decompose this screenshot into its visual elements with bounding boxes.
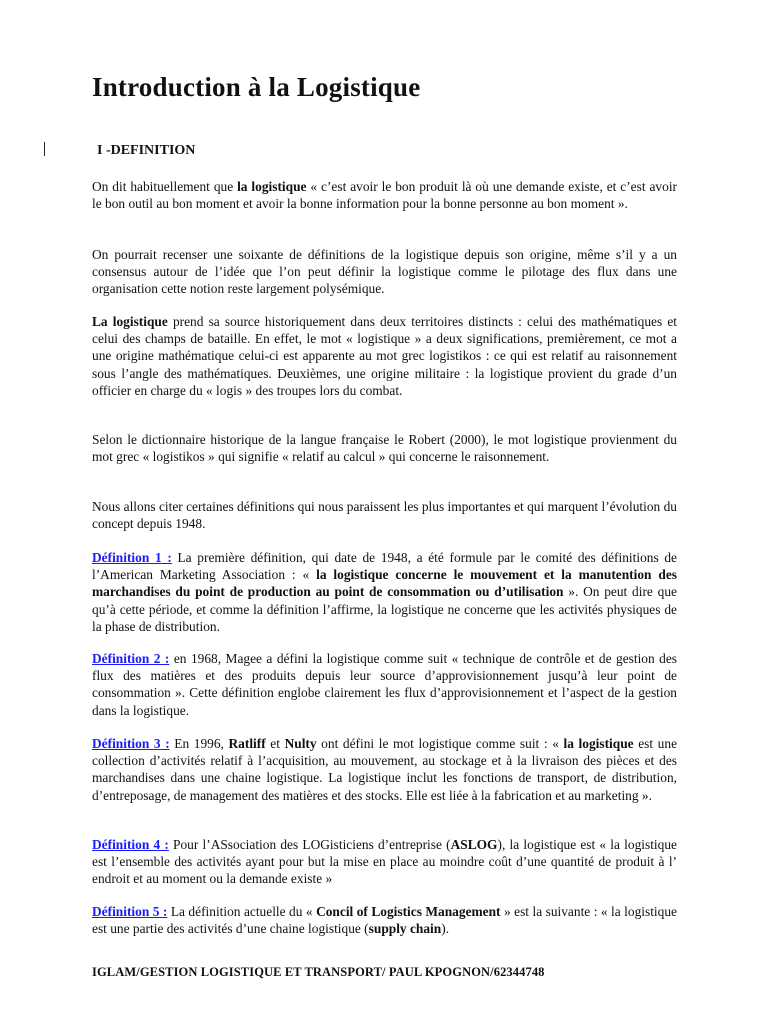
text-run: ont défini le mot logistique comme suit : « xyxy=(316,736,564,751)
bold-term: la logistique xyxy=(237,179,307,194)
page-footer: IGLAM/GESTION LOGISTIQUE ET TRANSPORT/ PAUL KPOGNON/62344748 xyxy=(92,965,545,979)
text-cursor-mark xyxy=(44,142,45,156)
paragraph-robert: Selon le dictionnaire historique de la langue française le Robert (2000), le mot logistique provienment du mot grec « logistikos » qui signifie « relatif au calcul » qui concerne le raisonnement. xyxy=(92,432,677,465)
bold-name: Ratliff xyxy=(228,736,266,751)
definition-3 xyxy=(92,735,677,804)
text-run: ». On peut dire que qu’à cette période, et comme la définition l’affirme, la logistique ne concerne que les activités physiques de la phase de distribution. xyxy=(92,584,677,634)
paragraph-intro-definitions: Nous allons citer certaines définitions qui nous paraissent les plus importantes et qui marquent l’évolution du concept depuis 1948. xyxy=(92,499,677,532)
text-run: et xyxy=(265,736,285,751)
text-run: On dit habituellement que xyxy=(92,179,238,194)
text-run: En 1996, xyxy=(169,736,229,751)
text-run: prend sa source historiquement dans deux territoires distincts : celui des mathématiques et celui des champs de bataille. En effet, le mot « logistique » a deux significations, premièrement, ce mot a une origine mathématique celui-ci est apparente au mot grec logistikos : ce qui est relatif au raisonnement sous l’angle des mathématiques. Deuxièmes, une origine militaire : la logistique provient du grade d’un officier en charge du « logis » des troupes lors du combat. xyxy=(92,314,677,398)
definition-1 xyxy=(92,549,677,635)
definition-4 xyxy=(92,836,677,888)
definition-1-label: Définition 1 : xyxy=(92,550,172,565)
bold-term: supply chain xyxy=(368,921,442,937)
text-run: La définition actuelle du « xyxy=(167,904,317,919)
text-run: » est la suivante : « la logistique est une partie des activités d’une chaine logistique ( xyxy=(92,904,677,937)
definition-5-label: Définition 5 : xyxy=(92,904,168,919)
text-run: La première définition, qui date de 1948, a été formule par le comité des définitions de l’American Marketing Association : « xyxy=(92,550,677,583)
paragraph-intro xyxy=(92,178,677,212)
text-run: en 1968, Magee a défini la logistique comme suit « technique de contrôle et de gestion des flux des matières et des produits depuis leur source d’approvisionnement jusqu’à leur point de consommation ». Cette définition englobe clairement les flux d’approvisionnement et l’aspect de la gestion dans la logistique. xyxy=(92,651,677,718)
bold-term: la logistique xyxy=(563,736,634,751)
bold-org-name: Concil of Logistics Management xyxy=(316,904,501,919)
section-heading: I -DEFINITION xyxy=(97,143,196,158)
definition-2-label: Définition 2 : xyxy=(92,651,170,666)
bold-acronym: ASLOG xyxy=(450,837,498,852)
text-run: ). xyxy=(441,921,450,937)
text-run: est une collection d’activités relatif à l’acquisition, au mouvement, au stockage et à la livraison des pièces et des marchandises dans une chaine logistique. La logistique inclut les fonctions de transport, de distribution, d’entreposage, de management des matières et des stocks. Elle est liée à la fabrication et au marketing ». xyxy=(92,736,678,803)
text-run: ), la logistique est « la logistique est l’ensemble des activités ayant pour but la mise en place au moindre coût d’une quantité de produit à l’ endroit et au moment ou la demande existe » xyxy=(92,837,677,887)
definition-2 xyxy=(92,650,677,719)
text-run: Pour l’ASsociation des LOGisticiens d’entreprise ( xyxy=(168,837,451,852)
bold-term: La logistique xyxy=(92,314,168,329)
page-title: Introduction à la Logistique xyxy=(92,72,421,102)
definition-4-label: Définition 4 : xyxy=(92,837,169,852)
text-run: « c’est avoir le bon produit là où une demande existe, et c’est avoir le bon outil au bon moment et avoir la bonne information pour la bonne personne au bon moment ». xyxy=(92,179,677,212)
paragraph-consensus: On pourrait recenser une soixante de définitions de la logistique depuis son origine, même s’il y a un consensus autour de l’idée que l’on peut définir la logistique comme le pilotage des flux dans une organisation cette notion reste largement polysémique. xyxy=(92,247,677,297)
definition-3-label: Définition 3 : xyxy=(92,736,170,751)
bold-quote: la logistique concerne le mouvement et la manutention des marchandises du point de production au point de consommation ou d’utilisation xyxy=(92,567,677,600)
paragraph-origin xyxy=(92,313,677,399)
definition-5 xyxy=(92,903,677,937)
bold-name: Nulty xyxy=(284,736,317,751)
